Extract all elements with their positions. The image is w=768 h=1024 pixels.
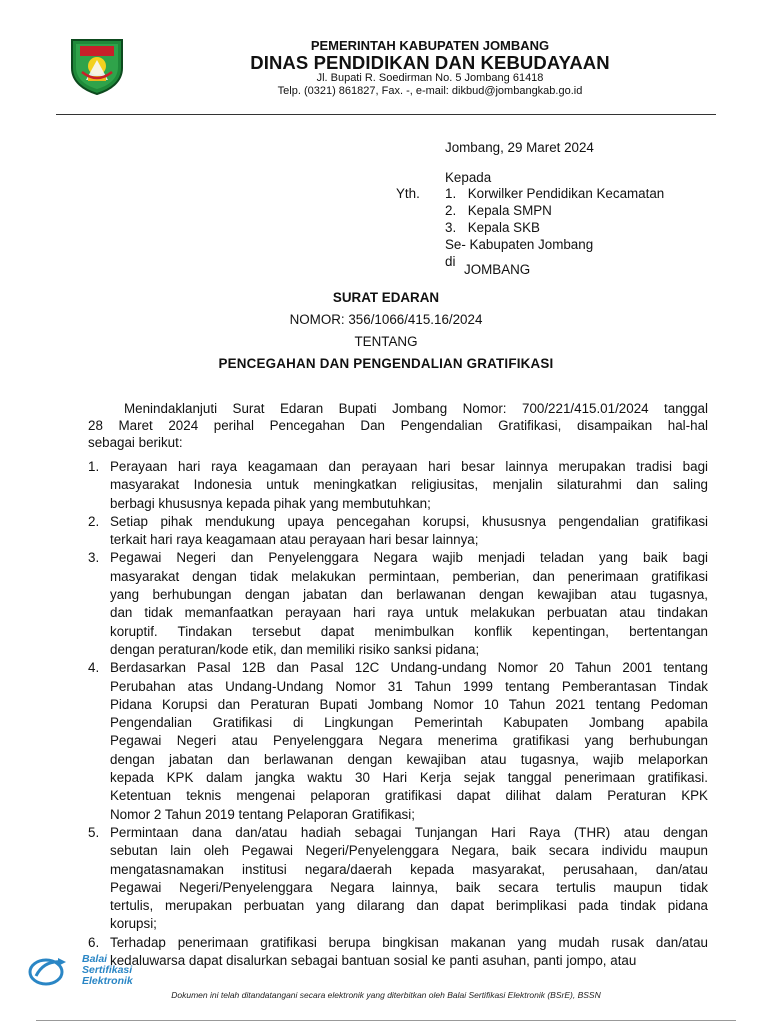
list-item-line: dengan peraturan/kode etik, dan memiliki risiko sanksi pidana; [110, 641, 480, 657]
recipient-city: JOMBANG [464, 262, 531, 277]
recipient-item: 2. Kepala SMPN [445, 203, 552, 218]
bsre-logo-icon [28, 954, 70, 986]
recipient-se: Se- Kabupaten Jombang [445, 237, 594, 252]
recipient-list [445, 185, 664, 270]
letterhead-contact: Telp. (0321) 861827, Fax. -, e-mail: dikbud@jombangkab.go.id [277, 85, 583, 97]
document-number: NOMOR: 356/1066/415.16/2024 [289, 312, 483, 327]
bsre-line: Sertifikasi [82, 964, 133, 976]
letterhead-address: Jl. Bupati R. Soedirman No. 5 Jombang 61418 [316, 72, 544, 84]
list-item [88, 824, 708, 934]
recipient-di: di [445, 254, 456, 269]
bottom-divider [36, 1020, 736, 1021]
list-item-line: kedaluwarsa dapat disalurkan sebagai bantuan sosial ke panti asuhan, panti jompo, atau [110, 953, 637, 969]
list-item-line: Terhadap penerimaan gratifikasi berupa bingkisan makanan yang mudah rusak dan/atau [110, 934, 708, 950]
list-item-line: korupsi; [110, 916, 157, 932]
list-item-line: Pegawai Negeri dan Penyelenggara Negara wajib menjadi teladan yang baik bagi [110, 550, 708, 566]
list-item-number: 6. [88, 934, 100, 950]
list-item-line: Pegawai Negeri/Penyelenggara Negara lainnya, baik secara tertulis maupun tidak [110, 879, 708, 895]
list-item-line: tertulis, merupakan perbuatan yang dilarang dan dapat berimplikasi pada tindak pidana [110, 898, 708, 914]
list-item-line: Pengendalian Gratifikasi di Lingkungan Pemerintah Kabupaten Jombang apabila [110, 715, 708, 731]
letter-date: Jombang, 29 Maret 2024 [445, 140, 594, 155]
list-item-line: kepada KPK dalam jangka waktu 30 Hari Kerja sejak tanggal penerimaan gratifikasi. [110, 770, 708, 786]
bsre-wordmark [82, 954, 133, 987]
list-item-line: Pegawai Negeri atau Penyelenggara Negara menerima gratifikasi yang berhubungan [110, 733, 708, 749]
recipient-kepada: Kepada [445, 170, 492, 185]
letterhead-divider [56, 114, 716, 115]
list-item-number: 2. [88, 513, 100, 529]
intro-line: 28 Maret 2024 perihal Pencegahan Dan Pengendalian Gratifikasi, disampaikan hal-hal [88, 418, 708, 433]
list-item-line: Berdasarkan Pasal 12B dan Pasal 12C Undang-undang Nomor 20 Tahun 2001 tentang [110, 660, 708, 676]
list-item-line: Perayaan hari raya keagamaan dan perayaan hari besar lainnya merupakan tradisi bagi [110, 459, 708, 474]
document-type: SURAT EDARAN [332, 290, 440, 305]
bsre-line: Elektronik [82, 975, 133, 987]
recipient-item: 1. Korwilker Pendidikan Kecamatan [445, 186, 665, 201]
list-item-number: 4. [88, 660, 100, 676]
list-item-line: dengan jabatan dan berlawanan dengan kewajiban atau tugasnya, wajib melaporkan [110, 751, 708, 767]
numbered-list [88, 458, 708, 970]
intro-paragraph [88, 400, 708, 451]
list-item [88, 549, 708, 659]
list-item-number: 3. [88, 550, 100, 566]
list-item-line: masyarakat Indonesia untuk meningkatkan religiusitas, menjalin silaturahmi dan saling [110, 477, 708, 493]
letterhead-government: PEMERINTAH KABUPATEN JOMBANG [310, 38, 550, 53]
list-item-line: dan tidak memanfaatkan perayaan hari raya untuk melakukan perbuatan atau tindakan [110, 605, 708, 621]
list-item [88, 458, 708, 513]
list-item-line: masyarakat dengan tidak melakukan permintaan, pemberian, dan penerimaan gratifikasi [110, 568, 708, 584]
list-item-line: Ketentuan teknis mengenai pelaporan gratifikasi dapat dilihat dalam Peraturan KPK [110, 788, 708, 804]
list-item-line: Perubahan atas Undang-Undang Nomor 31 Tahun 1999 tentang Pemberantasan Tindak [110, 678, 708, 694]
list-item-line: Pidana Korupsi dan Peraturan Bupati Jombang Nomor 10 Tahun 2021 tentang Pedoman [110, 696, 708, 712]
document-subject: PENCEGAHAN DAN PENGENDALIAN GRATIFIKASI [218, 356, 554, 371]
list-item-line: berbagi khususnya kepada pihak yang membutuhkan; [110, 495, 431, 511]
jombang-emblem-logo [66, 34, 128, 96]
list-item [88, 513, 708, 550]
document-tentang: TENTANG [354, 334, 418, 349]
list-item [88, 934, 708, 971]
list-item [88, 659, 708, 824]
list-item-line: koruptif. Tindakan tersebut dapat menimbulkan konflik kepentingan, bertentangan [110, 623, 708, 639]
recipient-item: 3. Kepala SKB [445, 220, 540, 235]
list-item-line: mengatasnamakan institusi negara/daerah kepada masyarakat, perusahaan, dan/atau [110, 861, 708, 877]
recipient-yth: Yth. [396, 186, 420, 201]
list-item-line: Nomor 2 Tahun 2019 tentang Pelaporan Gratifikasi; [110, 806, 415, 822]
intro-line: sebagai berikut: [88, 435, 183, 450]
list-item-line: yang berhubungan dengan jabatan dan berlawanan dengan kewajiban atau tugasnya, [110, 587, 708, 603]
list-item-line: Permintaan dana dan/atau hadiah sebagai Tunjangan Hari Raya (THR) atau dengan [110, 824, 708, 840]
bsre-line: Balai [82, 953, 108, 965]
letterhead-agency: DINAS PENDIDIKAN DAN KEBUDAYAAN [250, 52, 610, 73]
list-item-line: Setiap pihak mendukung upaya pencegahan korupsi, khususnya pengendalian gratifikasi [110, 513, 708, 529]
list-item-number: 5. [88, 824, 100, 840]
list-item-line: terkait hari raya keagamaan atau perayaan hari besar lainnya; [110, 532, 479, 548]
list-item-line: sebutan lain oleh Pegawai Negeri/Penyelenggara Negara, baik secara individu maupun [110, 843, 708, 859]
intro-line: Menindaklanjuti Surat Edaran Bupati Jombang Nomor: 700/221/415.01/2024 tanggal [124, 401, 708, 416]
esign-footer-note: Dokumen ini telah ditandatangani secara elektronik yang diterbitkan oleh Balai Sertifikasi Elektronik (BSrE), BSSN [171, 990, 601, 1000]
list-item-number: 1. [88, 459, 100, 474]
